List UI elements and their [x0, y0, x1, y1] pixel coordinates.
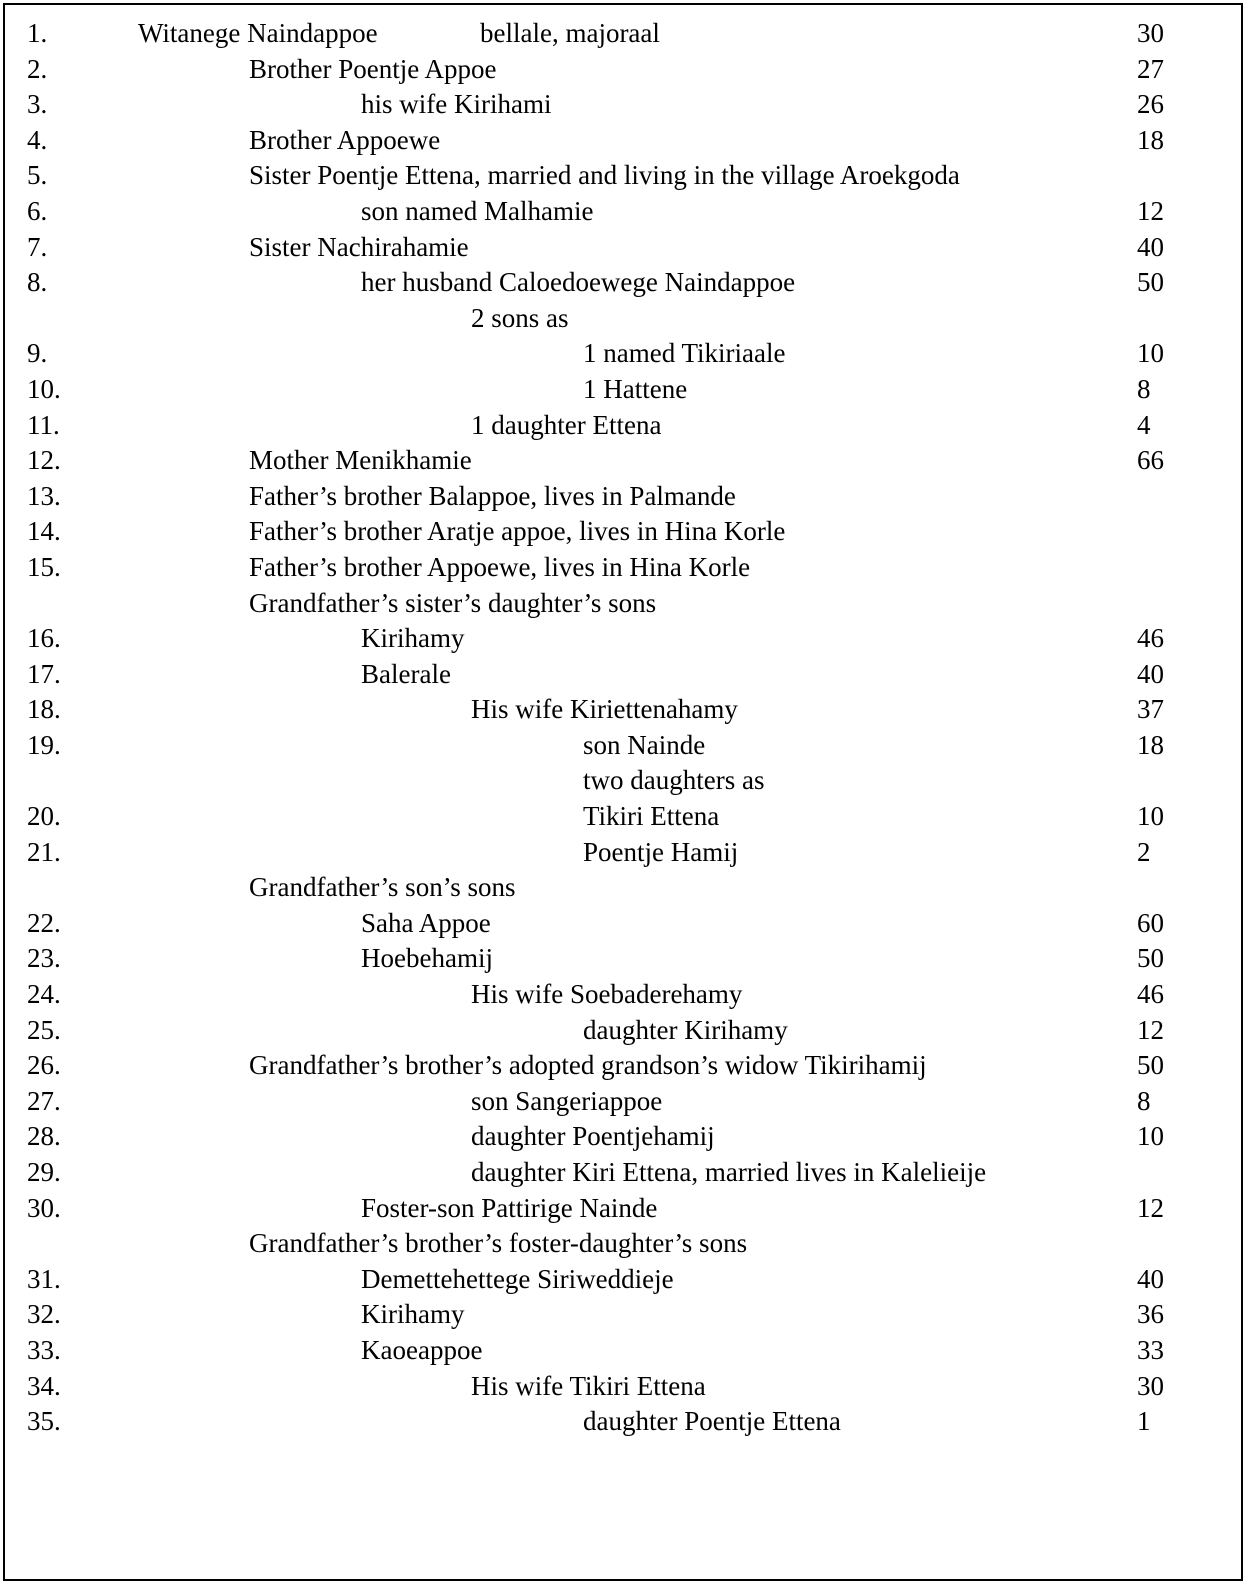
person-description: His wife Kiriettenahamy: [471, 694, 738, 725]
person-age: 50: [1137, 943, 1164, 974]
person-description: His wife Soebaderehamy: [471, 979, 743, 1010]
row-number: 33.: [27, 1334, 61, 1365]
list-row: [0, 550, 1250, 586]
person-age: 8: [1137, 373, 1151, 404]
row-number: 4.: [27, 124, 48, 155]
list-row: [0, 87, 1250, 123]
person-description: his wife Kirihami: [361, 89, 552, 120]
person-description: Sister Nachirahamie: [249, 231, 469, 262]
list-row: [0, 123, 1250, 159]
row-number: 13.: [27, 480, 61, 511]
row-number: 11.: [27, 409, 60, 440]
person-description: son Nainde: [583, 729, 706, 760]
person-description: daughter Kirihamy: [583, 1014, 788, 1045]
row-number: 35.: [27, 1406, 61, 1437]
person-age: 66: [1137, 445, 1164, 476]
list-row: [0, 52, 1250, 88]
list-row: [0, 514, 1250, 550]
list-row: [0, 1084, 1250, 1120]
person-description: Witanege Naindappoe: [138, 18, 378, 48]
person-description: son Sangeriappoe: [471, 1085, 663, 1116]
household-list: [0, 16, 1250, 1440]
list-row: [0, 586, 1250, 622]
row-number: 14.: [27, 516, 61, 547]
row-number: 15.: [27, 551, 61, 582]
person-description: Kaoeappoe: [361, 1334, 483, 1365]
list-row: [0, 1048, 1250, 1084]
list-row: [0, 906, 1250, 942]
person-description: Sister Poentje Ettena, married and living in the village Aroekgoda: [249, 160, 960, 191]
row-number: 1.: [27, 18, 48, 48]
row-number: 7.: [27, 231, 48, 262]
person-description: Grandfather’s son’s sons: [249, 872, 516, 903]
row-number: 8.: [27, 267, 48, 298]
row-number: 6.: [27, 195, 48, 226]
person-age: 18: [1137, 729, 1164, 760]
person-age: 46: [1137, 623, 1164, 654]
list-row: [0, 1333, 1250, 1369]
row-number: 19.: [27, 729, 61, 760]
row-number: 24.: [27, 979, 61, 1010]
row-number: 12.: [27, 445, 61, 476]
person-age: 12: [1137, 1192, 1164, 1223]
list-row: [0, 1013, 1250, 1049]
person-age: 18: [1137, 124, 1164, 155]
row-number: 26.: [27, 1050, 61, 1081]
list-row: [0, 194, 1250, 230]
list-row: [0, 763, 1250, 799]
row-number: 22.: [27, 907, 61, 938]
person-description: Mother Menikhamie: [249, 445, 472, 476]
row-number: 2.: [27, 53, 48, 84]
row-number: 3.: [27, 89, 48, 120]
row-number: 25.: [27, 1014, 61, 1045]
person-description: Saha Appoe: [361, 907, 491, 938]
row-number: 27.: [27, 1085, 61, 1116]
person-age: 30: [1137, 18, 1164, 48]
person-description: Demettehettege Siriweddieje: [361, 1263, 674, 1294]
list-row: [0, 443, 1250, 479]
list-row: [0, 728, 1250, 764]
person-age: 10: [1137, 338, 1164, 369]
person-description: Brother Poentje Appoe: [249, 53, 497, 84]
person-description: Grandfather’s brother’s foster-daughter’s sons: [249, 1228, 748, 1259]
list-row: [0, 835, 1250, 871]
person-description: daughter Kiri Ettena, married lives in Kalelieije: [471, 1157, 987, 1187]
person-age: 2: [1137, 836, 1151, 867]
list-row: [0, 372, 1250, 408]
row-number: 20.: [27, 801, 61, 832]
row-number: 9.: [27, 338, 48, 369]
row-number: 28.: [27, 1121, 61, 1152]
person-age: 10: [1137, 801, 1164, 832]
list-row: [0, 1191, 1250, 1227]
list-row: [0, 301, 1250, 337]
row-number: 31.: [27, 1263, 61, 1294]
list-row: [0, 1369, 1250, 1405]
person-description: Foster-son Pattirige Nainde: [361, 1192, 658, 1223]
list-row: [0, 657, 1250, 693]
person-description: Kirihamy: [361, 623, 465, 654]
person-description: Father’s brother Aratje appoe, lives in Hina Korle: [249, 516, 786, 547]
list-row: [0, 1297, 1250, 1333]
row-number: 21.: [27, 836, 61, 867]
list-row: [0, 870, 1250, 906]
row-number: 18.: [27, 694, 61, 725]
person-description: Grandfather’s sister’s daughter’s sons: [249, 587, 657, 618]
person-age: 12: [1137, 1014, 1164, 1045]
person-description: 1 Hattene: [583, 373, 688, 404]
person-description: Balerale: [361, 658, 451, 689]
person-age: 8: [1137, 1085, 1151, 1116]
list-row: [0, 977, 1250, 1013]
list-row: [0, 1119, 1250, 1155]
person-description: Hoebehamij: [361, 943, 493, 974]
list-row: [0, 799, 1250, 835]
person-description: Tikiri Ettena: [583, 801, 720, 832]
person-age: 40: [1137, 658, 1164, 689]
person-description: Poentje Hamij: [583, 836, 739, 867]
list-row: [0, 1262, 1250, 1298]
person-description: two daughters as: [583, 765, 765, 796]
list-row: [0, 408, 1250, 444]
list-row: [0, 265, 1250, 301]
row-number: 16.: [27, 623, 61, 654]
list-row: [0, 230, 1250, 266]
person-age: 4: [1137, 409, 1151, 440]
person-description: daughter Poentje Ettena: [583, 1406, 841, 1437]
list-row: [0, 941, 1250, 977]
person-age: 30: [1137, 1370, 1164, 1401]
person-description: Grandfather’s brother’s adopted grandson’s widow Tikirihamij: [249, 1050, 927, 1081]
row-number: 17.: [27, 658, 61, 689]
person-age: 46: [1137, 979, 1164, 1010]
row-number: 10.: [27, 373, 61, 404]
row-number: 34.: [27, 1370, 61, 1401]
list-row: [0, 692, 1250, 728]
person-age: 12: [1137, 195, 1164, 226]
person-age: 1: [1137, 1406, 1151, 1437]
row-number: 23.: [27, 943, 61, 974]
person-age: 10: [1137, 1121, 1164, 1152]
person-description: Father’s brother Appoewe, lives in Hina Korle: [249, 551, 751, 582]
row-number: 32.: [27, 1299, 61, 1330]
list-row: [0, 158, 1250, 194]
list-row: [0, 1155, 1250, 1191]
person-age: 50: [1137, 1050, 1164, 1081]
person-description: Kirihamy: [361, 1299, 465, 1330]
person-age: 33: [1137, 1334, 1164, 1365]
row-number: 30.: [27, 1192, 61, 1223]
list-row: [0, 1226, 1250, 1262]
person-description: 1 named Tikiriaale: [583, 338, 786, 369]
list-row: [0, 621, 1250, 657]
person-role: bellale, majoraal: [480, 18, 660, 48]
person-age: 26: [1137, 89, 1164, 120]
row-number: 5.: [27, 160, 48, 191]
list-row: [0, 336, 1250, 372]
person-age: 40: [1137, 1263, 1164, 1294]
person-description: His wife Tikiri Ettena: [471, 1370, 706, 1401]
list-row: [0, 1404, 1250, 1440]
person-age: 60: [1137, 907, 1164, 938]
person-description: Brother Appoewe: [249, 124, 441, 155]
person-description: Father’s brother Balappoe, lives in Palmande: [249, 480, 736, 511]
person-age: 50: [1137, 267, 1164, 298]
person-age: 27: [1137, 53, 1164, 84]
person-age: 37: [1137, 694, 1164, 725]
person-description: 2 sons as: [471, 302, 569, 333]
person-description: 1 daughter Ettena: [471, 409, 662, 440]
person-description: son named Malhamie: [361, 195, 594, 226]
person-description: her husband Caloedoewege Naindappoe: [361, 267, 796, 298]
person-age: 40: [1137, 231, 1164, 262]
list-row: [0, 479, 1250, 515]
row-number: 29.: [27, 1157, 61, 1187]
person-description: daughter Poentjehamij: [471, 1121, 715, 1152]
person-age: 36: [1137, 1299, 1164, 1330]
list-row: [0, 16, 1250, 52]
